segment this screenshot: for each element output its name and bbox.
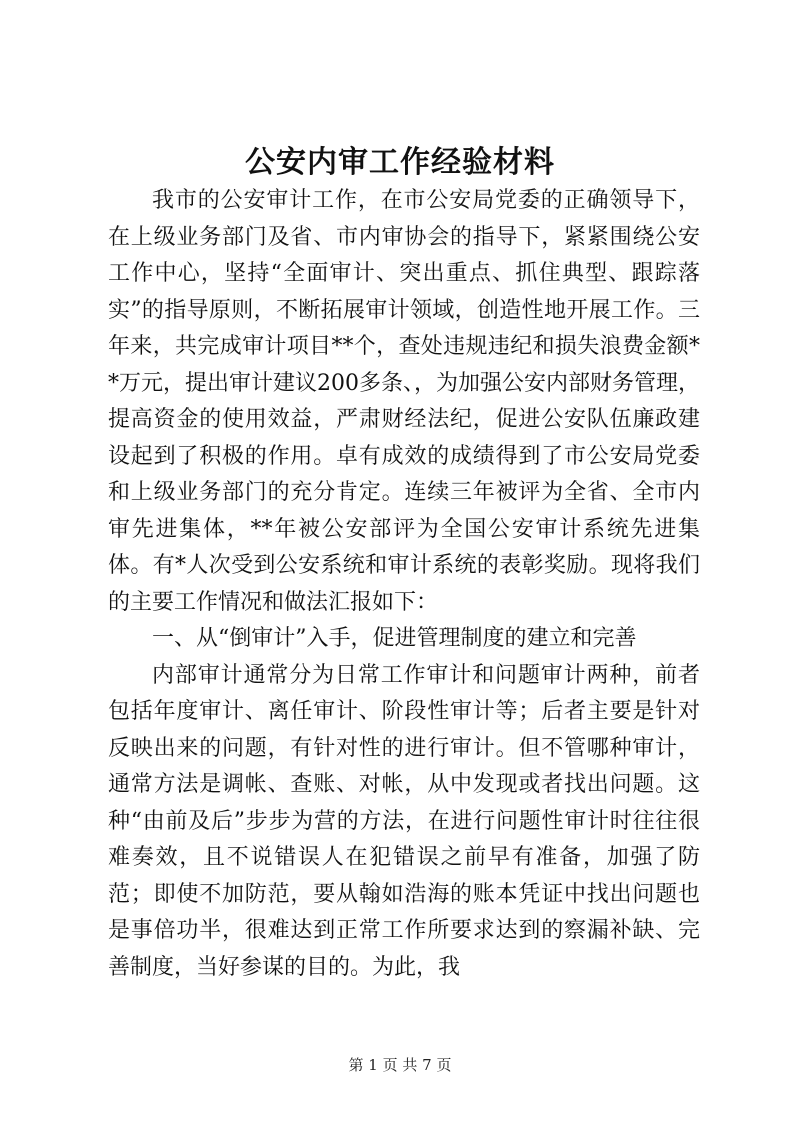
document-body <box>108 183 700 986</box>
section-heading: 一、从“倒审计”入手，促进管理制度的建立和完善 <box>152 626 637 651</box>
page-footer: 第 1 页 共 7 页 <box>348 1056 452 1074</box>
body-paragraph: 我市的公安审计工作，在市公安局党委的正确领导下，在上级业务部门及省、市内审协会的指导下，紧紧围绕公安工作中心，坚持“全面审计、突出重点、抓住典型、跟踪落实”的指导原则，不断拓展审计领域，创造性地开展工作。三年来，共完成审计项目**个，查处违规违纪和损失浪费金额**万元，提出审计建议200多条、，为加强公安内部财务管理，提高资金的使用效益，严肃财经法纪，促进公安队伍廉政建设起到了积极的作用。卓有成效的成绩得到了市公安局党委和上级业务部门的充分肯定。连续三年被评为全省、全市内审先进集体，**年被公安部评为全国公安审计系统先进集体。有*人次受到公安系统和审计系统的表彰奖励。现将我们的主要工作情况和做法汇报如下： <box>108 188 700 615</box>
body-paragraph: 内部审计通常分为日常工作审计和问题审计两种，前者包括年度审计、离任审计、阶段性审计等；后者主要是针对反映出来的问题，有针对性的进行审计。但不管哪种审计，通常方法是调帐、查账、对帐，从中发现或者找出问题。这种“由前及后”步步为营的方法，在进行问题性审计时往往很难奏效，且不说错误人在犯错误之前早有准备，加强了防范；即使不加防范，要从翰如浩海的账本凭证中找出问题也是事倍功半，很难达到正常工作所要求达到的察漏补缺、完善制度，当好参谋的目的。为此，我 <box>108 662 700 980</box>
page-title: 公安内审工作经验材料 <box>245 145 555 180</box>
